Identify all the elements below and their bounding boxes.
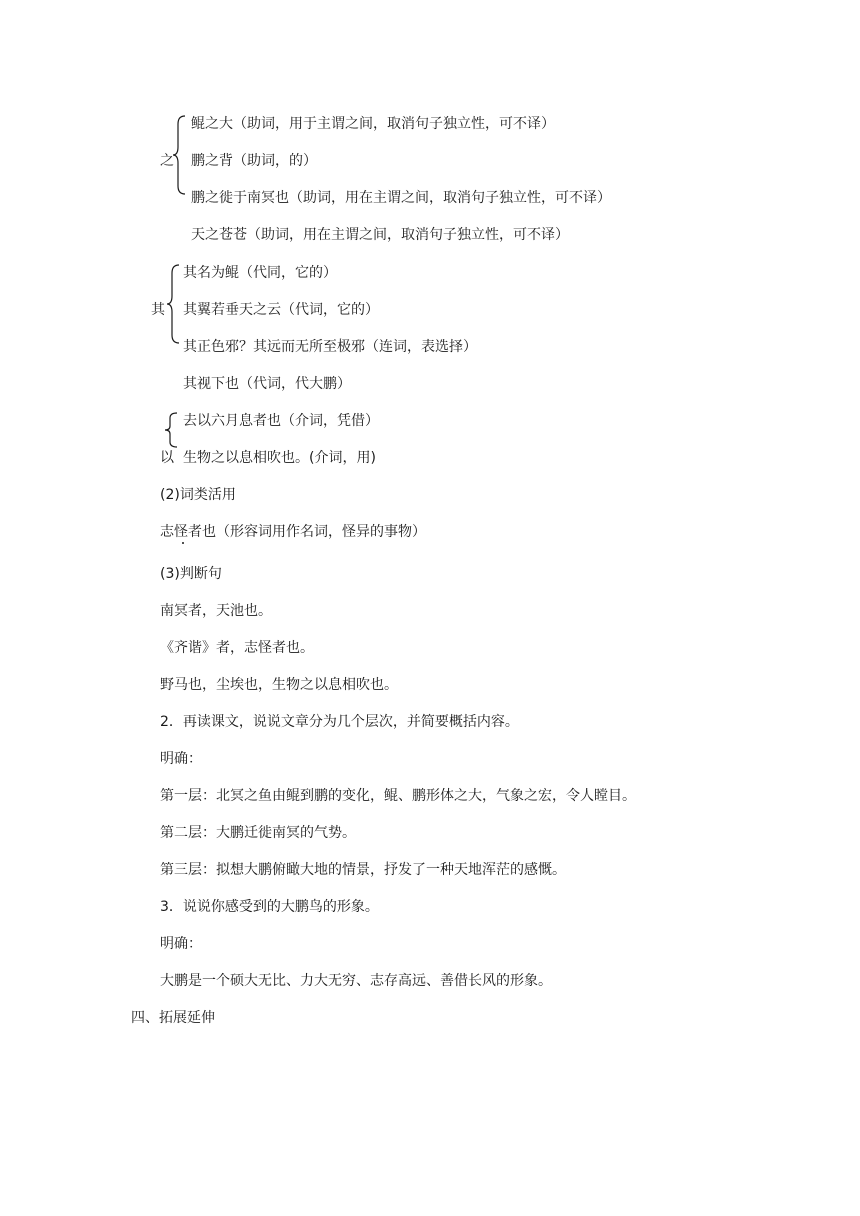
yi-label: 以	[160, 450, 174, 466]
qi-item-3: 其正色邪？其远而无所至极邪（连词，表选择）	[183, 339, 477, 355]
section-3-line-2: 《齐谐》者，志怪者也。	[160, 640, 314, 656]
question-2-answer-3: 第三层：拟想大鹏俯瞰大地的情景，抒发了一种天地浑茫的感慨。	[160, 862, 566, 878]
zhi-extra: 天之苍苍（助词，用在主谓之间，取消句子独立性，可不译）	[191, 227, 569, 243]
qi-item-2: 其翼若垂天之云（代词，它的）	[183, 302, 379, 318]
zhi-item-1: 鲲之大（助词，用于主谓之间，取消句子独立性，可不译）	[191, 116, 555, 132]
question-3-answer-label: 明确：	[160, 936, 202, 952]
question-2-answer-1: 第一层：北冥之鱼由鲲到鹏的变化，鲲、鹏形体之大，气象之宏，令人瞠目。	[160, 788, 636, 804]
question-2-answer-label: 明确：	[160, 751, 202, 767]
question-2-answer-2: 第二层：大鹏迁徙南冥的气势。	[160, 825, 356, 841]
section-2-example: 志怪者也（形容词用作名词，怪异的事物）	[160, 524, 426, 540]
yi-item-2: 生物之以息相吹也。(介词，用)	[183, 450, 376, 466]
question-2: 2．再读课文，说说文章分为几个层次，并简要概括内容。	[160, 714, 519, 730]
section-3-line-1: 南冥者，天池也。	[160, 603, 272, 619]
zhi-item-2: 鹏之背（助词，的）	[191, 153, 317, 169]
question-3: 3．说说你感受到的大鹏鸟的形象。	[160, 899, 379, 915]
qi-brace	[166, 264, 180, 344]
qi-item-1: 其名为鲲（代同，它的）	[183, 265, 337, 281]
section-3-line-3: 野马也，尘埃也，生物之以息相吹也。	[160, 677, 398, 693]
qi-label: 其	[151, 302, 165, 318]
yi-item-1: 去以六月息者也（介词，凭借）	[183, 413, 379, 429]
yi-brace	[164, 412, 178, 448]
section-2-title: (2)词类活用	[160, 487, 236, 503]
section-3-title: (3)判断句	[160, 566, 222, 582]
qi-extra: 其视下也（代词，代大鹏）	[183, 376, 351, 392]
zhi-label: 之	[160, 153, 174, 169]
question-3-answer: 大鹏是一个硕大无比、力大无穷、志存高远、善借长风的形象。	[160, 973, 552, 989]
emphasis-dot	[182, 542, 184, 544]
zhi-item-3: 鹏之徙于南冥也（助词，用在主谓之间，取消句子独立性，可不译）	[191, 190, 611, 206]
section-4-heading: 四、拓展延伸	[131, 1010, 215, 1026]
zhi-brace	[172, 115, 186, 195]
